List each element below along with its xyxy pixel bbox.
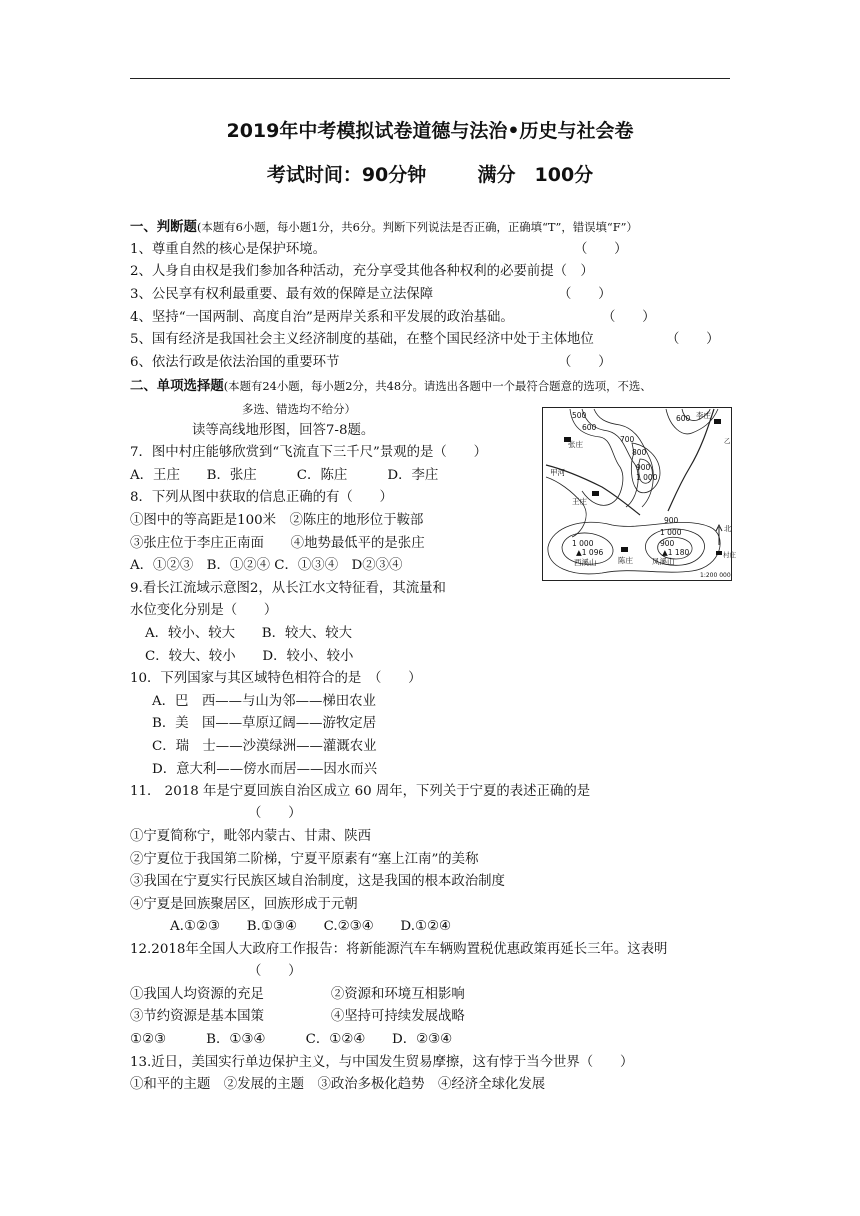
judge-item-6: 6、依法行政是依法治国的重要环节 （ ） [130,355,612,370]
judge-item-4: 4、坚持“一国两制、高度自治”是两岸关系和平发展的政治基础。 （ ） [130,310,656,325]
question-line: 12.2018年全国人大政府工作报告：将新能源汽车车辆购置税优惠政策再延长三年。这表明 [130,942,668,957]
village-marker [621,547,628,552]
map-label: 600 [582,423,597,432]
map-label: 1 000 [572,539,594,548]
map-label: 张庄 [568,440,583,449]
judge-item-3: 3、公民享有权利最重要、最有效的保障是立法保障 （ ） [130,287,612,302]
map-frame [543,408,732,581]
map-label: 700 [620,435,635,444]
question-line: ①宁夏简称宁，毗邻内蒙古、甘肃、陕西 [130,829,372,844]
question-line: A．较小、较大 B．较大、较大 [145,626,352,641]
map-intro: 读等高线地形图，回答7-8题。 [192,423,375,438]
section1-note: (本题有6小题，每小题1分，共6分。判断下列说法是否正确，正确填“T”，错误填“F”） [196,220,638,234]
question-line: ③张庄位于李庄正南面 ④地势最低平的是张庄 [130,536,425,551]
map-label: 1 000 [660,528,682,537]
question-line: 9.看长江流域示意图2，从长江水文特征看，其流量和 [130,581,446,596]
full-score: 满分 100分 [477,164,594,186]
map-label: ▲1 180 [662,548,690,557]
question-line: ③我国在宁夏实行民族区域自治制度，这是我国的根本政治制度 [130,874,505,889]
question-line: ④宁夏是回族聚居区，回族形成于元朝 [130,897,358,912]
question-line: ①②③ B．①③④ C．①②④ D．②③④ [130,1032,453,1047]
judge-item-5: 5、国有经济是我国社会主义经济制度的基础，在整个国民经济中处于主体地位 （ ） [130,332,720,347]
question-line: ①图中的等高距是100米 ②陈庄的地形位于鞍部 [130,513,424,528]
map-label: 王庄 [572,497,587,506]
map-label: 村庄 [723,551,736,559]
contour-map [542,407,736,581]
question-line: （ ） [248,964,302,979]
map-label: 900 [664,516,679,525]
question-line: 11． 2018 年是宁夏回族自治区成立 60 周年，下列关于宁夏的表述正确的是 [130,784,591,799]
question-line: A．①②③ B．①②④ C．①③④ D②③④ [130,558,403,573]
exam-time: 考试时间：90分钟 [266,164,427,186]
map-label: 500 [572,411,587,420]
map-label: 900 [636,463,651,472]
question-line: A．王庄 B．张庄 C．陈庄 D．李庄 [130,468,439,483]
question-line: （ ） [248,806,302,821]
section2-heading: 二、单项选择题 [130,379,224,394]
section2-note: (本题有24小题，每小题2分，共48分。请选出各题中一个最符合题意的选项，不选、 [223,379,652,393]
question-line: 13.近日，美国实行单边保护主义，与中国发生贸易摩擦，这有悖于当今世界（ ） [130,1055,634,1070]
map-scale: 1:200 000 [700,572,731,579]
map-label: 800 [632,448,647,457]
map-label: 陈庄 [618,556,633,565]
judge-item-2: 2、人身自由权是我们参加各种活动，充分享受其他各种权利的必要前提（ ） [130,264,594,279]
map-label: 凤溪山 [652,557,675,566]
map-label: 900 [660,539,675,548]
section1-heading: 一、判断题 [130,220,197,235]
map-label: 600 [676,414,691,423]
question-line: A．巴 西——与山为邻——梯田农业 [152,694,376,709]
question-line: C．瑞 士——沙漠绿洲——灌溉农业 [152,739,377,754]
section1-heading-line [130,218,638,237]
question-line: 水位变化分别是（ ） [130,603,278,618]
map-label: 李庄 [696,411,711,420]
map-label: 北 [724,524,732,533]
top-rule [130,78,730,79]
question-line: ①我国人均资源的充足 ②资源和环境互相影响 [130,987,465,1002]
question-line: ②宁夏位于我国第二阶梯，宁夏平原素有“塞上江南”的美称 [130,852,479,867]
village-marker [714,419,721,424]
map-label: ▲1 096 [576,548,604,557]
map-label: 甲河 [550,468,565,477]
question-line: C．较大、较小 D．较小、较小 [145,649,354,664]
question-line: D．意大利——傍水而居——因水而兴 [152,762,377,777]
legend-village-marker [716,551,722,555]
exam-info [0,160,860,187]
section2-note2: 多选、错选均不给分） [242,402,356,416]
question-line: 10．下列国家与其区域特色相符合的是 （ ） [130,671,422,686]
map-label: 乙 [724,437,731,445]
page-title: 2019年中考模拟试卷道德与法治•历史与社会卷 [226,120,634,142]
judge-item-1: 1、尊重自然的核心是保护环境。 （ ） [130,242,628,257]
question-line: ③节约资源是基本国策 ④坚持可持续发展战略 [130,1009,465,1024]
question-line: A.①②③ B.①③④ C.②③④ D.①②④ [170,919,451,934]
village-marker [592,491,599,496]
map-label: 西溪山 [574,558,597,567]
question-line: ①和平的主题 ②发展的主题 ③政治多极化趋势 ④经济全球化发展 [130,1077,546,1092]
section2-heading-line [130,377,652,396]
question-line: B．美 国——草原辽阔——游牧定居 [152,716,377,731]
map-label: 1 000 [636,473,658,482]
question-line: 7．图中村庄能够欣赏到“飞流直下三千尺”景观的是（ ） [130,445,487,460]
question-line: 8．下列从图中获取的信息正确的有（ ） [130,490,393,505]
